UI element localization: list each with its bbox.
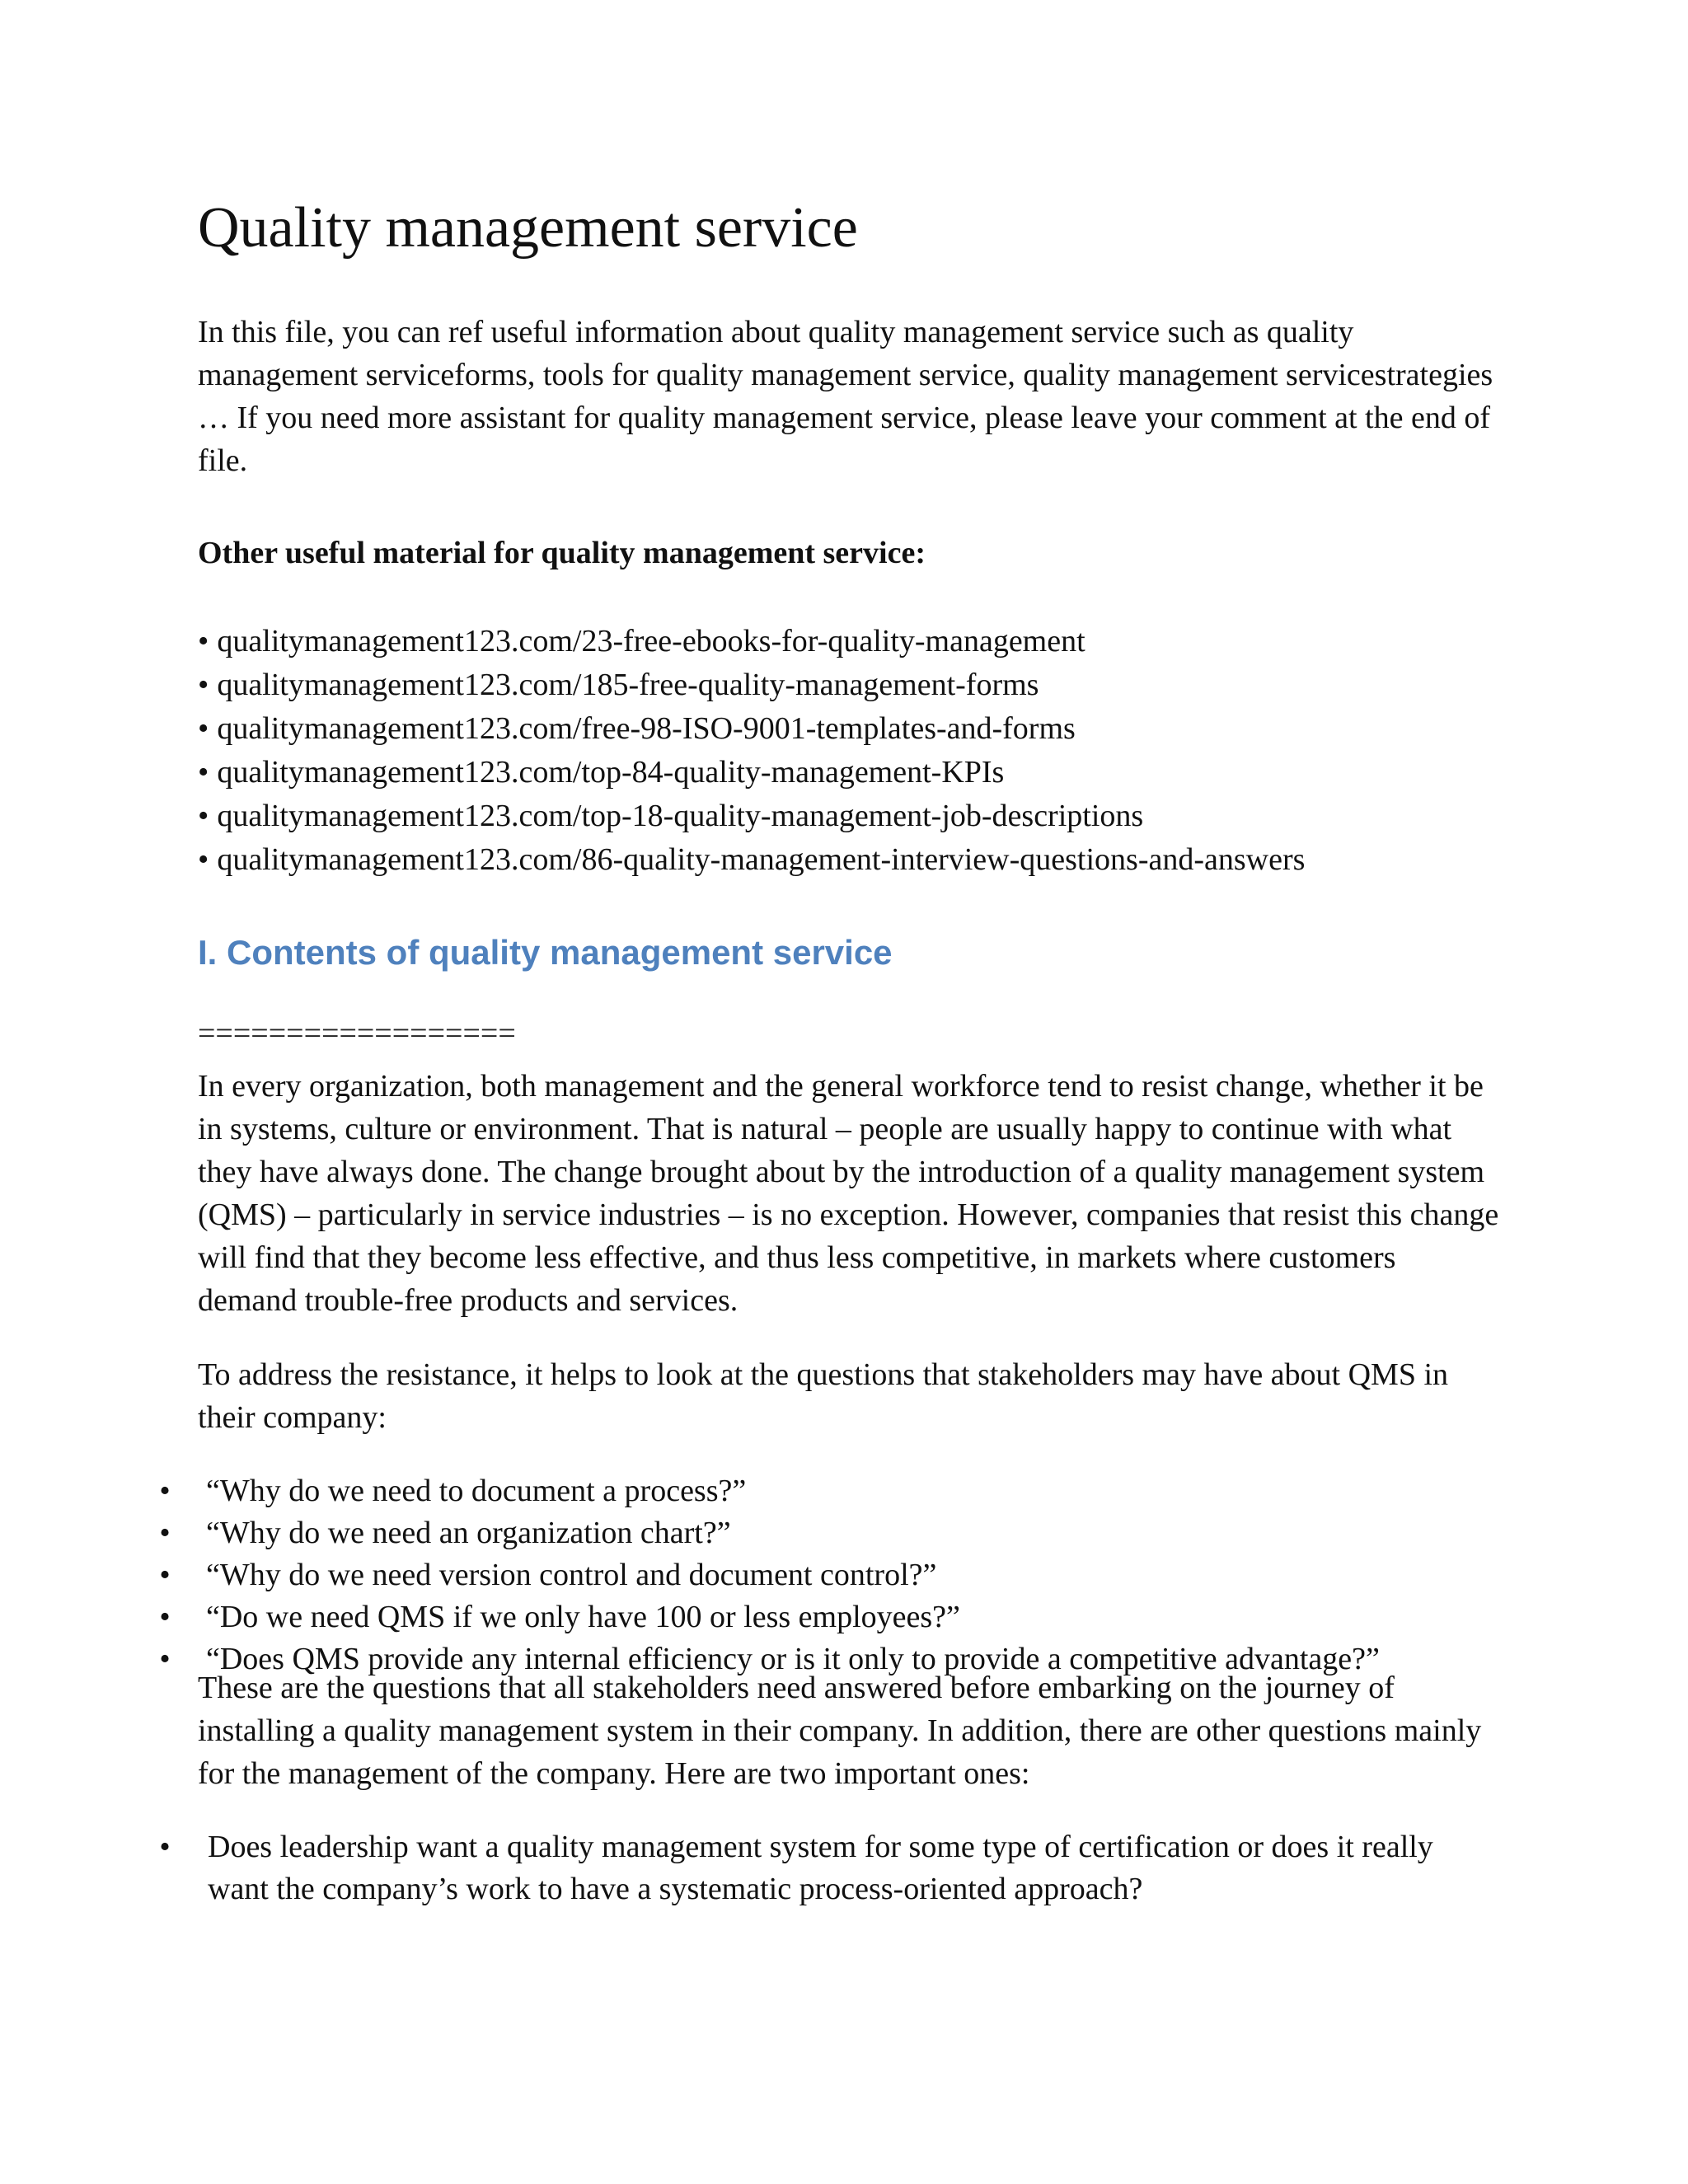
resource-link-item[interactable] [198,663,1305,707]
question-text: “Do we need QMS if we only have 100 or less employees?” [206,1600,960,1634]
resource-link-item[interactable] [198,794,1305,838]
bullet-icon: • [159,1558,171,1592]
section-heading-contents: I. Contents of quality management service [198,933,893,972]
list-item [157,1596,1380,1638]
question-text: “Why do we need version control and document control?” [206,1558,937,1592]
bullet-icon: • [198,799,209,833]
management-question-list [157,1826,1500,1910]
bullet-icon: • [198,842,209,877]
bullet-icon: • [198,755,209,790]
body-paragraph-resistance: In every organization, both management and the general workforce tend to resist change, whether it be in systems, culture or environment. That is natural – people are usually happy to continue with what they have always done. The change brought about by the introduction of a quality management system (QMS) – particularly in service industries – is no exception. However, companies that resist this change will find that they become less effective, and thus less competitive, in markets where customers demand trouble-free products and services. [198,1069,1499,1318]
resource-link-item[interactable] [198,707,1305,751]
list-item [157,1826,1500,1910]
resource-link-text[interactable]: qualitymanagement123.com/top-18-quality-management-job-descriptions [217,799,1144,833]
body-paragraph-address: To address the resistance, it helps to look at the questions that stakeholders may have about QMS in their company: [198,1357,1449,1435]
bullet-icon: • [159,1830,171,1864]
bullet-icon: • [159,1600,171,1634]
resource-link-text[interactable]: qualitymanagement123.com/free-98-ISO-9001-templates-and-forms [217,711,1076,746]
resource-link-text[interactable]: qualitymanagement123.com/23-free-ebooks-for-quality-management [217,624,1085,658]
question-text: “Why do we need to document a process?” [206,1474,747,1508]
resource-link-item[interactable] [198,751,1305,794]
question-text: “Does QMS provide any internal efficiency or is it only to provide a competitive advantage?” [206,1642,1380,1676]
question-text: “Why do we need an organization chart?” [206,1516,731,1550]
bullet-icon: • [159,1516,171,1550]
resource-link-item[interactable] [198,620,1305,663]
bullet-icon: • [198,711,209,746]
list-item [157,1512,1380,1554]
bullet-icon: • [159,1642,171,1676]
resource-link-text[interactable]: qualitymanagement123.com/86-quality-management-interview-questions-and-answers [217,842,1306,877]
page-title: Quality management service [198,196,858,260]
bullet-icon: • [198,624,209,658]
list-item [157,1554,1380,1596]
other-material-heading: Other useful material for quality management service: [198,536,926,570]
separator-line: ================== [198,1016,516,1051]
resource-link-text[interactable]: qualitymanagement123.com/185-free-quality-management-forms [217,668,1039,702]
resource-link-list [198,620,1305,882]
list-item [157,1470,1380,1512]
bullet-icon: • [198,668,209,702]
question-text: Does leadership want a quality management system for some type of certification or does it really want the company’s work to have a systematic process-oriented approach? [208,1830,1433,1906]
resource-link-item[interactable] [198,838,1305,882]
body-paragraph-stakeholders: These are the questions that all stakeholders need answered before embarking on the journey of installing a quality management system in their company. In addition, there are other questions mainly for the management of the company. Here are two important ones: [198,1671,1482,1791]
resource-link-text[interactable]: qualitymanagement123.com/top-84-quality-management-KPIs [217,755,1005,790]
stakeholder-question-list [157,1470,1380,1680]
intro-paragraph: In this file, you can ref useful information about quality management service such as quality management serviceforms, tools for quality management service, quality management servicestrategies … If you need more assistant for quality management service, please leave your comment at the end of file. [198,315,1493,478]
bullet-icon: • [159,1474,171,1508]
